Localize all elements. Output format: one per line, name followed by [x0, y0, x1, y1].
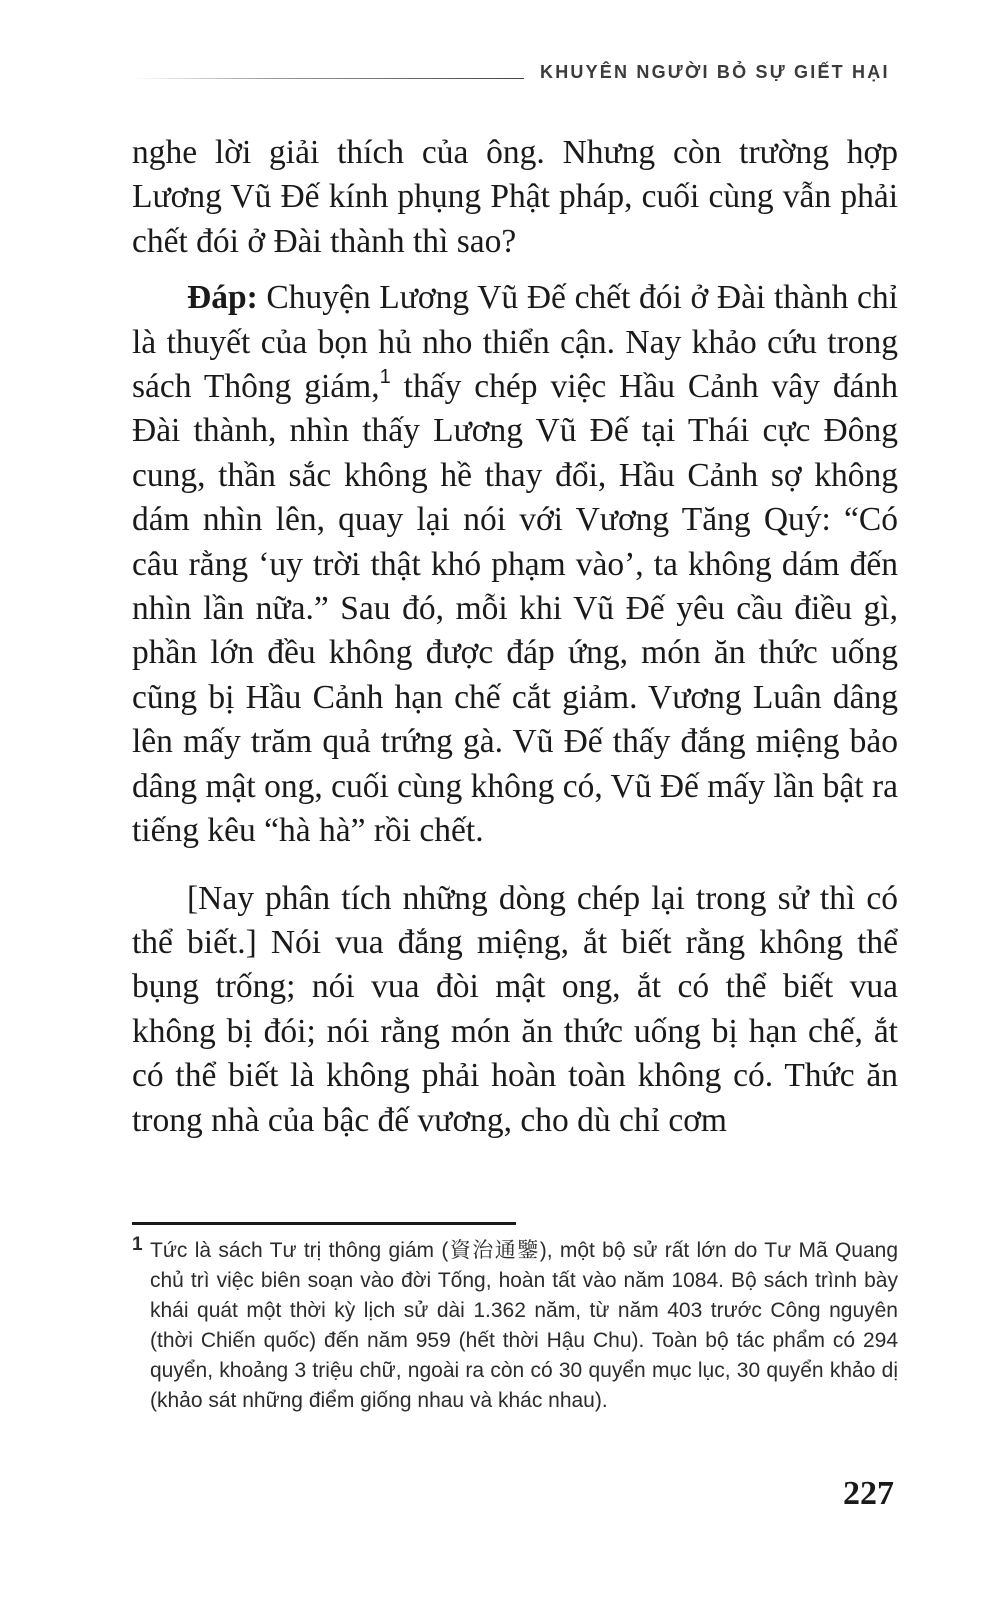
answer-text-start: Chuyện Lương Vũ Đế chết đói ở Đài thành chỉ là thuyết của bọn hủ nho thiển cận. Nay khảo cứu trong sách Thông giám,	[132, 279, 898, 406]
paragraph-answer	[132, 276, 898, 853]
running-header	[0, 60, 1000, 90]
footnote	[132, 1236, 898, 1416]
page-number: 227	[843, 1475, 894, 1512]
paragraph-continuation: nghe lời giải thích của ông. Nhưng còn trường hợp Lương Vũ Đế kính phụng Phật pháp, cuối cùng vẫn phải chết đói ở Đài thành thì sao?	[132, 134, 898, 260]
footnote-rule	[132, 1222, 516, 1225]
paragraph-analysis: [Nay phân tích những dòng chép lại trong sử thì có thể biết.] Nói vua đắng miệng, ắt biết rằng không thể bụng trống; nói vua đòi mật ong, ắt có thể biết vua không bị đói; nói rằng món ăn thức uống bị hạn chế, ắt có thể biết là không phải hoàn toàn không có. Thức ăn trong nhà của bậc đế vương, cho dù chỉ cơm	[132, 879, 898, 1139]
footnote-number: 1	[132, 1234, 143, 1255]
answer-text-rest: thấy chép việc Hầu Cảnh vây đánh Đài thành, nhìn thấy Lương Vũ Đế tại Thái cực Đông cung, thần sắc không hề thay đổi, Hầu Cảnh sợ không dám nhìn lên, quay lại nói với Vương Tăng Quý: “Có câu rằng ‘uy trời thật khó phạm vào’, ta không dám đến nhìn lần nữa.” Sau đó, mỗi khi Vũ Đế yêu cầu điều gì, phần lớn đều không được đáp ứng, món ăn thức uống cũng bị Hầu Cảnh hạn chế cắt giảm. Vương Luân dâng lên mấy trăm quả trứng gà. Vũ Đế thấy đắng miệng bảo dâng mật ong, cuối cùng không có, Vũ Đế mấy lần bật ra tiếng kêu “hà hà” rồi chết.	[132, 368, 898, 850]
body-text	[132, 131, 898, 1143]
footnote-reference[interactable]: 1	[379, 365, 391, 388]
running-head-title: KHUYÊN NGƯỜI BỎ SỰ GIẾT HẠI	[540, 62, 890, 82]
answer-label: Đáp:	[187, 279, 258, 317]
header-rule	[132, 78, 524, 79]
footnote-text: Tức là sách Tư trị thông giám (資治通鑒), một bộ sử rất lớn do Tư Mã Quang chủ trì việc biên soạn vào đời Tống, hoàn tất vào năm 1084. Bộ sách trình bày khái quát một thời kỳ lịch sử dài 1.362 năm, từ năm 403 trước Công nguyên (thời Chiến quốc) đến năm 959 (hết thời Hậu Chu). Toàn bộ tác phẩm có 294 quyển, khoảng 3 triệu chữ, ngoài ra còn có 30 quyển mục lục, 30 quyển khảo dị (khảo sát những điểm giống nhau và khác nhau).	[150, 1239, 898, 1412]
